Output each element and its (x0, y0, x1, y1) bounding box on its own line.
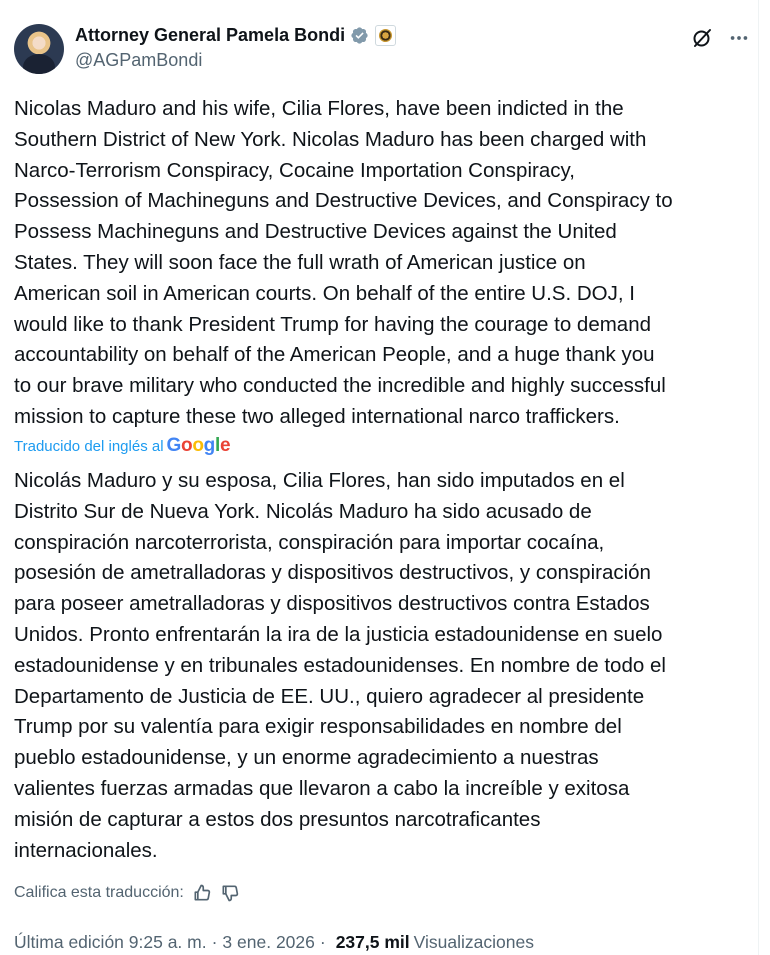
translated-by-label: Traducido del inglés al (14, 437, 164, 455)
grok-slash-icon[interactable] (690, 26, 714, 50)
rate-translation-label: Califica esta traducción: (14, 884, 184, 901)
avatar[interactable] (14, 24, 64, 74)
thumbs-down-icon[interactable] (220, 883, 240, 903)
edited-timestamp[interactable]: Última edición 9:25 a. m. (14, 931, 207, 952)
views-label: Visualizaciones (413, 931, 534, 952)
verified-badge-icon[interactable] (350, 26, 369, 45)
google-logo: Google (166, 435, 231, 456)
header-actions (690, 26, 750, 50)
meta-separator: · (319, 931, 326, 952)
author-name[interactable]: Attorney General Pamela Bondi (75, 24, 346, 45)
tweet-text: Nicolas Maduro and his wife, Cilia Flores, have been indicted in the Southern District of New York. Nicolas Maduro has been charged with Narco-Terrorism Conspiracy, Cocaine Importation Conspiracy, Possession of Machineguns and Destructive Devices, and Conspiracy to Possess Machineguns and Destructive Devices against the United States. They will soon face the full wrath of American justice on American soil in American courts. On behalf of the entire U.S. DOJ, I would like to thank President Trump for having the courage to demand accountability on behalf of the American People, and a huge thank you to our brave military who conducted the incredible and highly successful mission to capture these two alleged international narco traffickers. (14, 97, 673, 428)
more-dots-icon[interactable] (728, 27, 750, 49)
rate-translation (14, 880, 240, 906)
translated-text: Nicolás Maduro y su esposa, Cilia Flores, han sido imputados en el Distrito Sur de Nueva York. Nicolás Maduro ha sido acusado de conspiración narcoterrorista, conspiración para importar cocaína, posesión de ametralladoras y dispositivos destructivos, y conspiración para poseer ametralladoras y dispositivos destructivos contra Estados Unidos. Pronto enfrentarán la ira de la justicia estadounidense en suelo estadounidense y en tribunales estadounidenses. En nombre de todo el Departamento de Justicia de EE. UU., quiero agradecer al presidente Trump por su valentía para exigir responsabilidades en nombre del pueblo estadounidense, y un enorme agradecimiento a nuestras valientes fuerzas armadas que llevaron a cabo la increíble y exitosa misión de capturar a estos dos presuntos narcotraficantes internacionales. (14, 469, 666, 862)
tweet-date[interactable]: 3 ene. 2026 (222, 931, 315, 952)
author-block (75, 22, 396, 71)
meta-separator: · (211, 931, 218, 952)
author-handle[interactable]: @AGPamBondi (75, 50, 203, 70)
tweet-meta (14, 930, 534, 954)
timeline-border (758, 0, 759, 955)
translated-by-google[interactable] (14, 434, 230, 458)
affiliation-seal-icon[interactable] (375, 25, 396, 46)
views-count: 237,5 mil (335, 931, 410, 952)
tweet-header (14, 22, 750, 76)
author-name-row (75, 22, 396, 48)
thumbs-up-icon[interactable] (192, 883, 212, 903)
